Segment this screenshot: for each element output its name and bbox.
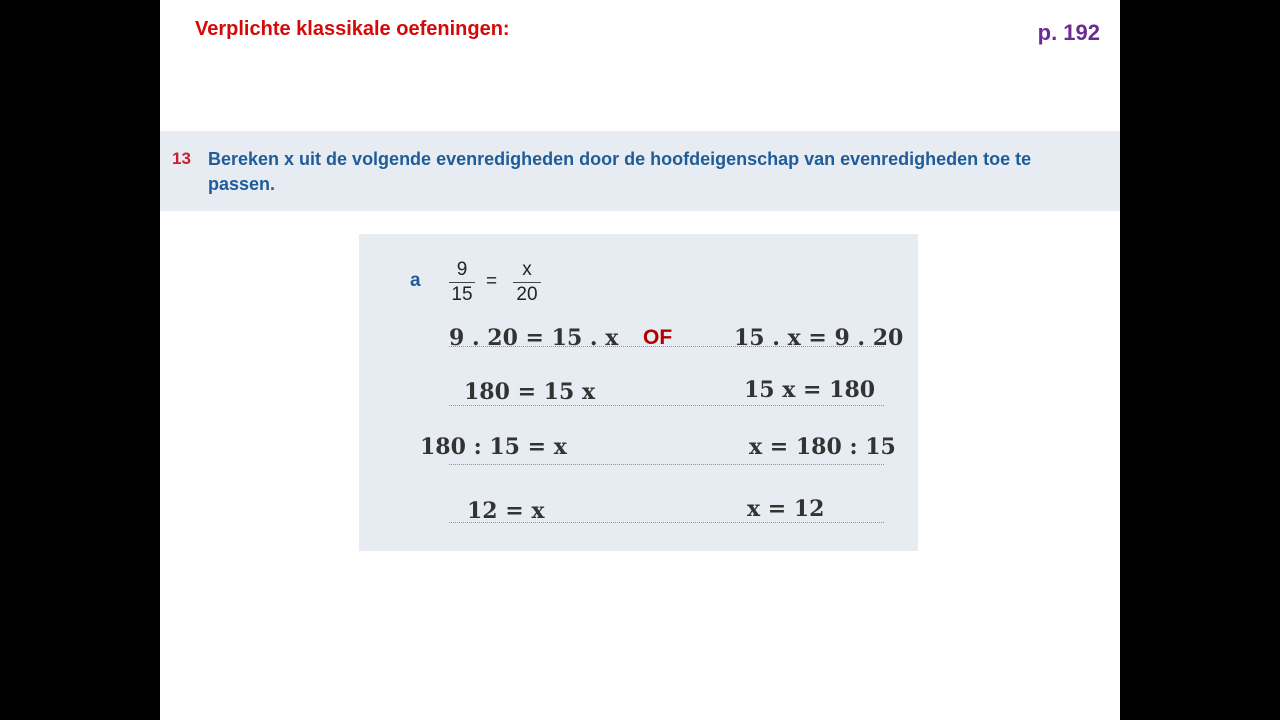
task-header: [160, 131, 1120, 211]
exercise-letter: a: [410, 270, 421, 291]
right-step-3: x = 180 : 15: [749, 434, 896, 460]
answer-line: [449, 464, 884, 465]
left-step-2: 180 = 15 x: [464, 379, 596, 405]
left-step-1: 9 . 20 = 15 . x: [449, 325, 619, 351]
left-step-3: 180 : 15 = x: [420, 434, 567, 460]
left-step-4: 12 = x: [467, 498, 545, 524]
slide: [160, 0, 1120, 720]
answer-line: [449, 405, 884, 406]
task-number: 13: [172, 149, 191, 168]
or-label: OF: [643, 326, 673, 349]
right-step-2: 15 x = 180: [744, 377, 876, 403]
fraction-right-numerator: x: [522, 259, 532, 280]
fraction-left-numerator: 9: [456, 259, 468, 280]
task-instruction: Bereken x uit de volgende evenredigheden door de hoofdeigenschap van evenredigheden toe te passen.: [208, 149, 1032, 194]
fraction-right-denominator: 20: [516, 284, 538, 305]
page-reference: p. 192: [1037, 20, 1100, 45]
right-step-1: 15 . x = 9 . 20: [734, 325, 904, 351]
exercise-box: [359, 234, 918, 551]
fraction-bar: [513, 282, 541, 283]
fraction-right: [513, 259, 541, 306]
fraction-left-denominator: 15: [451, 284, 473, 305]
fraction-left: [449, 259, 475, 306]
equals-sign: =: [486, 271, 498, 292]
right-step-4: x = 12: [747, 496, 825, 522]
fraction-bar: [449, 282, 475, 283]
slide-heading: Verplichte klassikale oefeningen:: [195, 18, 510, 40]
